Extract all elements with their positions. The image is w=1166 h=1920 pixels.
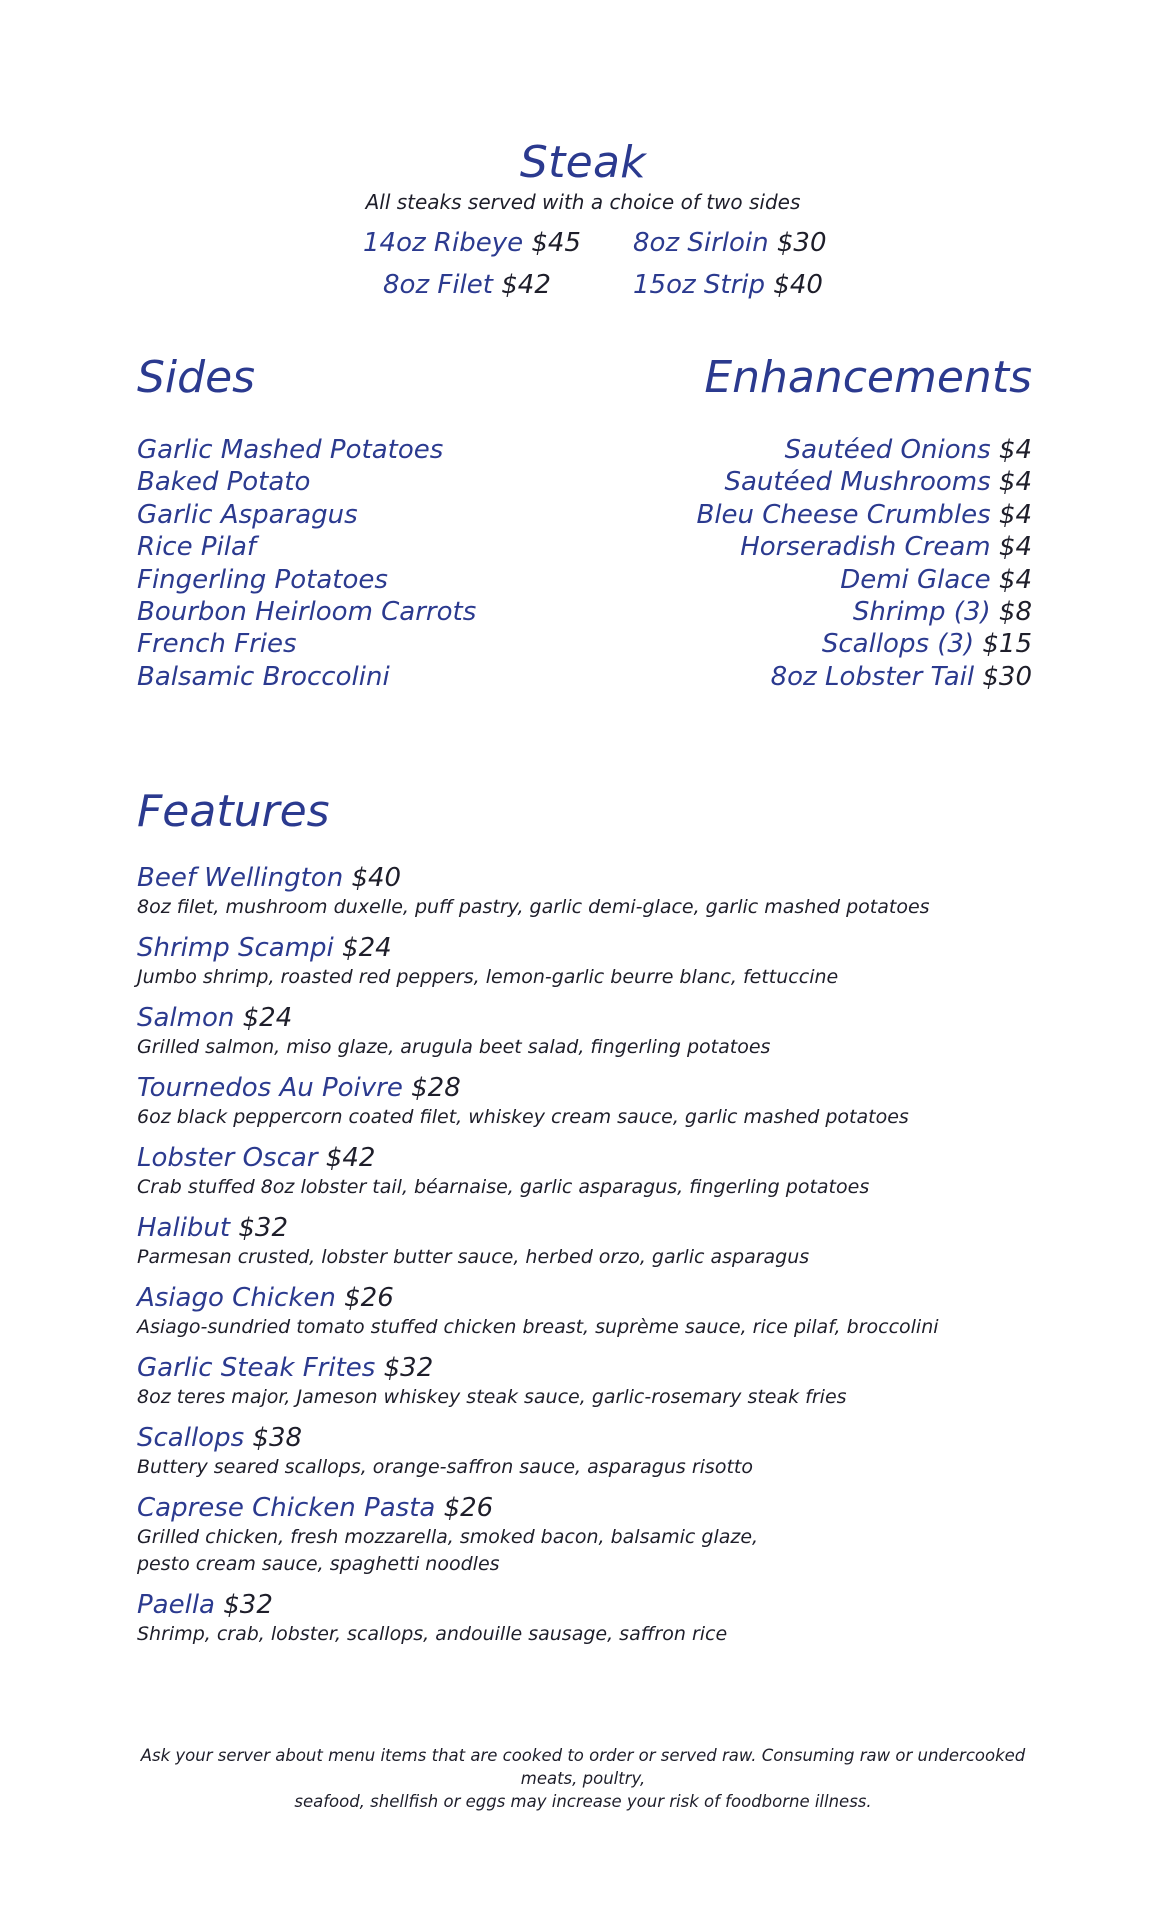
feature-item [137, 1212, 1037, 1271]
feature-name: Garlic Steak Frites [137, 1353, 376, 1383]
feature-price: $26 [344, 1283, 394, 1313]
feature-name: Caprese Chicken Pasta [137, 1493, 436, 1523]
feature-item [137, 1142, 1037, 1201]
list-item [696, 466, 1032, 498]
feature-description: Grilled chicken, fresh mozzarella, smoked bacon, balsamic glaze, [137, 1526, 759, 1548]
feature-price: $32 [238, 1213, 289, 1243]
list-item: Bourbon Heirloom Carrots [137, 597, 477, 628]
feature-item [137, 1422, 1037, 1481]
enhancement-name: Sautéed Onions [784, 435, 991, 465]
steak-item-price: $30 [776, 228, 827, 258]
list-item [696, 434, 1032, 466]
steak-item [633, 270, 823, 300]
feature-item [137, 1002, 1037, 1061]
list-item [696, 628, 1032, 660]
features-title: Features [137, 786, 330, 837]
feature-item [137, 1589, 1037, 1648]
enhancement-name: Bleu Cheese Crumbles [696, 499, 991, 530]
list-item: Garlic Asparagus [137, 499, 358, 530]
steak-item [383, 270, 551, 300]
feature-name: Shrimp Scampi [137, 933, 334, 963]
enhancement-name: Demi Glace [840, 564, 991, 595]
sides-list [137, 434, 476, 693]
feature-name: Asiago Chicken [137, 1283, 336, 1313]
enhancements-list [696, 434, 1032, 693]
feature-description: Asiago-sundried tomato stuffed chicken breast, suprème sauce, rice pilaf, broccolini [137, 1316, 939, 1338]
feature-description: Grilled salmon, miso glaze, arugula beet salad, fingerling potatoes [137, 1036, 771, 1058]
sides-title: Sides [137, 352, 256, 403]
enhancement-price: $4 [998, 532, 1032, 563]
list-item [696, 596, 1032, 628]
feature-description: Crab stuffed 8oz lobster tail, béarnaise, garlic asparagus, fingerling potatoes [137, 1176, 870, 1198]
disclaimer [120, 1744, 1046, 1813]
steak-item-price: $40 [773, 270, 823, 300]
feature-item [137, 1352, 1037, 1411]
steak-title: Steak [519, 137, 647, 188]
feature-description: pesto cream sauce, spaghetti noodles [137, 1553, 500, 1575]
feature-item [137, 1492, 1037, 1578]
feature-item [137, 932, 1037, 991]
enhancement-price: $4 [998, 467, 1032, 498]
features-list [137, 862, 1037, 1659]
feature-name: Salmon [137, 1003, 235, 1033]
feature-price: $28 [411, 1073, 461, 1103]
feature-price: $24 [342, 933, 392, 963]
feature-item [137, 1072, 1037, 1131]
steak-item [363, 228, 581, 258]
enhancements-title: Enhancements [704, 352, 1032, 403]
enhancement-price: $4 [998, 499, 1032, 530]
list-item: Garlic Mashed Potatoes [137, 435, 444, 465]
feature-price: $42 [325, 1143, 376, 1173]
feature-name: Halibut [137, 1213, 231, 1243]
steak-item-price: $42 [501, 270, 551, 300]
disclaimer-line: seafood, shellfish or eggs may increase your risk of foodborne illness. [294, 1792, 872, 1811]
steak-item-name: 14oz Ribeye [363, 228, 524, 258]
list-item [696, 499, 1032, 531]
enhancement-price: $30 [982, 661, 1032, 692]
feature-item [137, 1282, 1037, 1341]
list-item [696, 661, 1032, 693]
enhancement-name: Sautéed Mushrooms [724, 467, 991, 498]
list-item: Rice Pilaf [137, 532, 257, 563]
feature-name: Tournedos Au Poivre [137, 1073, 403, 1103]
disclaimer-line: Ask your server about menu items that are cooked to order or served raw. Consuming raw or undercooked meats, poultry, [140, 1746, 1026, 1788]
enhancement-price: $4 [998, 435, 1032, 465]
feature-name: Paella [137, 1590, 215, 1620]
feature-price: $26 [443, 1493, 494, 1523]
feature-price: $32 [223, 1590, 273, 1620]
steak-item-name: 15oz Strip [633, 270, 766, 300]
enhancement-name: Shrimp (3) [852, 597, 991, 628]
enhancement-price: $4 [998, 564, 1032, 595]
feature-description: Jumbo shrimp, roasted red peppers, lemon-garlic beurre blanc, fettuccine [137, 966, 839, 988]
steak-item-name: 8oz Sirloin [633, 228, 769, 258]
list-item [696, 531, 1032, 563]
list-item: French Fries [137, 629, 297, 660]
steak-item-name: 8oz Filet [383, 270, 493, 300]
feature-description: Buttery seared scallops, orange-saffron sauce, asparagus risotto [137, 1456, 753, 1478]
feature-name: Scallops [137, 1423, 245, 1453]
feature-description: 8oz teres major, Jameson whiskey steak sauce, garlic-rosemary steak fries [137, 1386, 847, 1408]
enhancement-price: $8 [998, 597, 1032, 628]
feature-price: $24 [242, 1003, 293, 1033]
list-item [696, 564, 1032, 596]
feature-description: 8oz filet, mushroom duxelle, puff pastry, garlic demi-glace, garlic mashed potatoes [137, 896, 930, 918]
enhancement-name: Horseradish Cream [740, 532, 991, 563]
feature-name: Beef Wellington [137, 863, 344, 893]
feature-price: $38 [252, 1423, 303, 1453]
list-item: Balsamic Broccolini [137, 661, 390, 692]
feature-price: $32 [383, 1353, 434, 1383]
steak-item [633, 228, 827, 258]
feature-description: Parmesan crusted, lobster butter sauce, herbed orzo, garlic asparagus [137, 1246, 810, 1268]
feature-name: Lobster Oscar [137, 1143, 318, 1173]
list-item: Baked Potato [137, 467, 311, 498]
enhancement-name: Scallops (3) [821, 629, 975, 660]
steak-item-price: $45 [531, 228, 581, 258]
feature-price: $40 [351, 863, 402, 893]
steak-subtitle: All steaks served with a choice of two sides [365, 190, 801, 215]
feature-description: 6oz black peppercorn coated filet, whiskey cream sauce, garlic mashed potatoes [137, 1106, 909, 1128]
feature-description: Shrimp, crab, lobster, scallops, andouille sausage, saffron rice [137, 1623, 728, 1645]
enhancement-name: 8oz Lobster Tail [770, 661, 975, 692]
list-item: Fingerling Potatoes [137, 564, 388, 595]
feature-item [137, 862, 1037, 921]
steak-section [0, 137, 1166, 215]
enhancement-price: $15 [982, 629, 1032, 660]
